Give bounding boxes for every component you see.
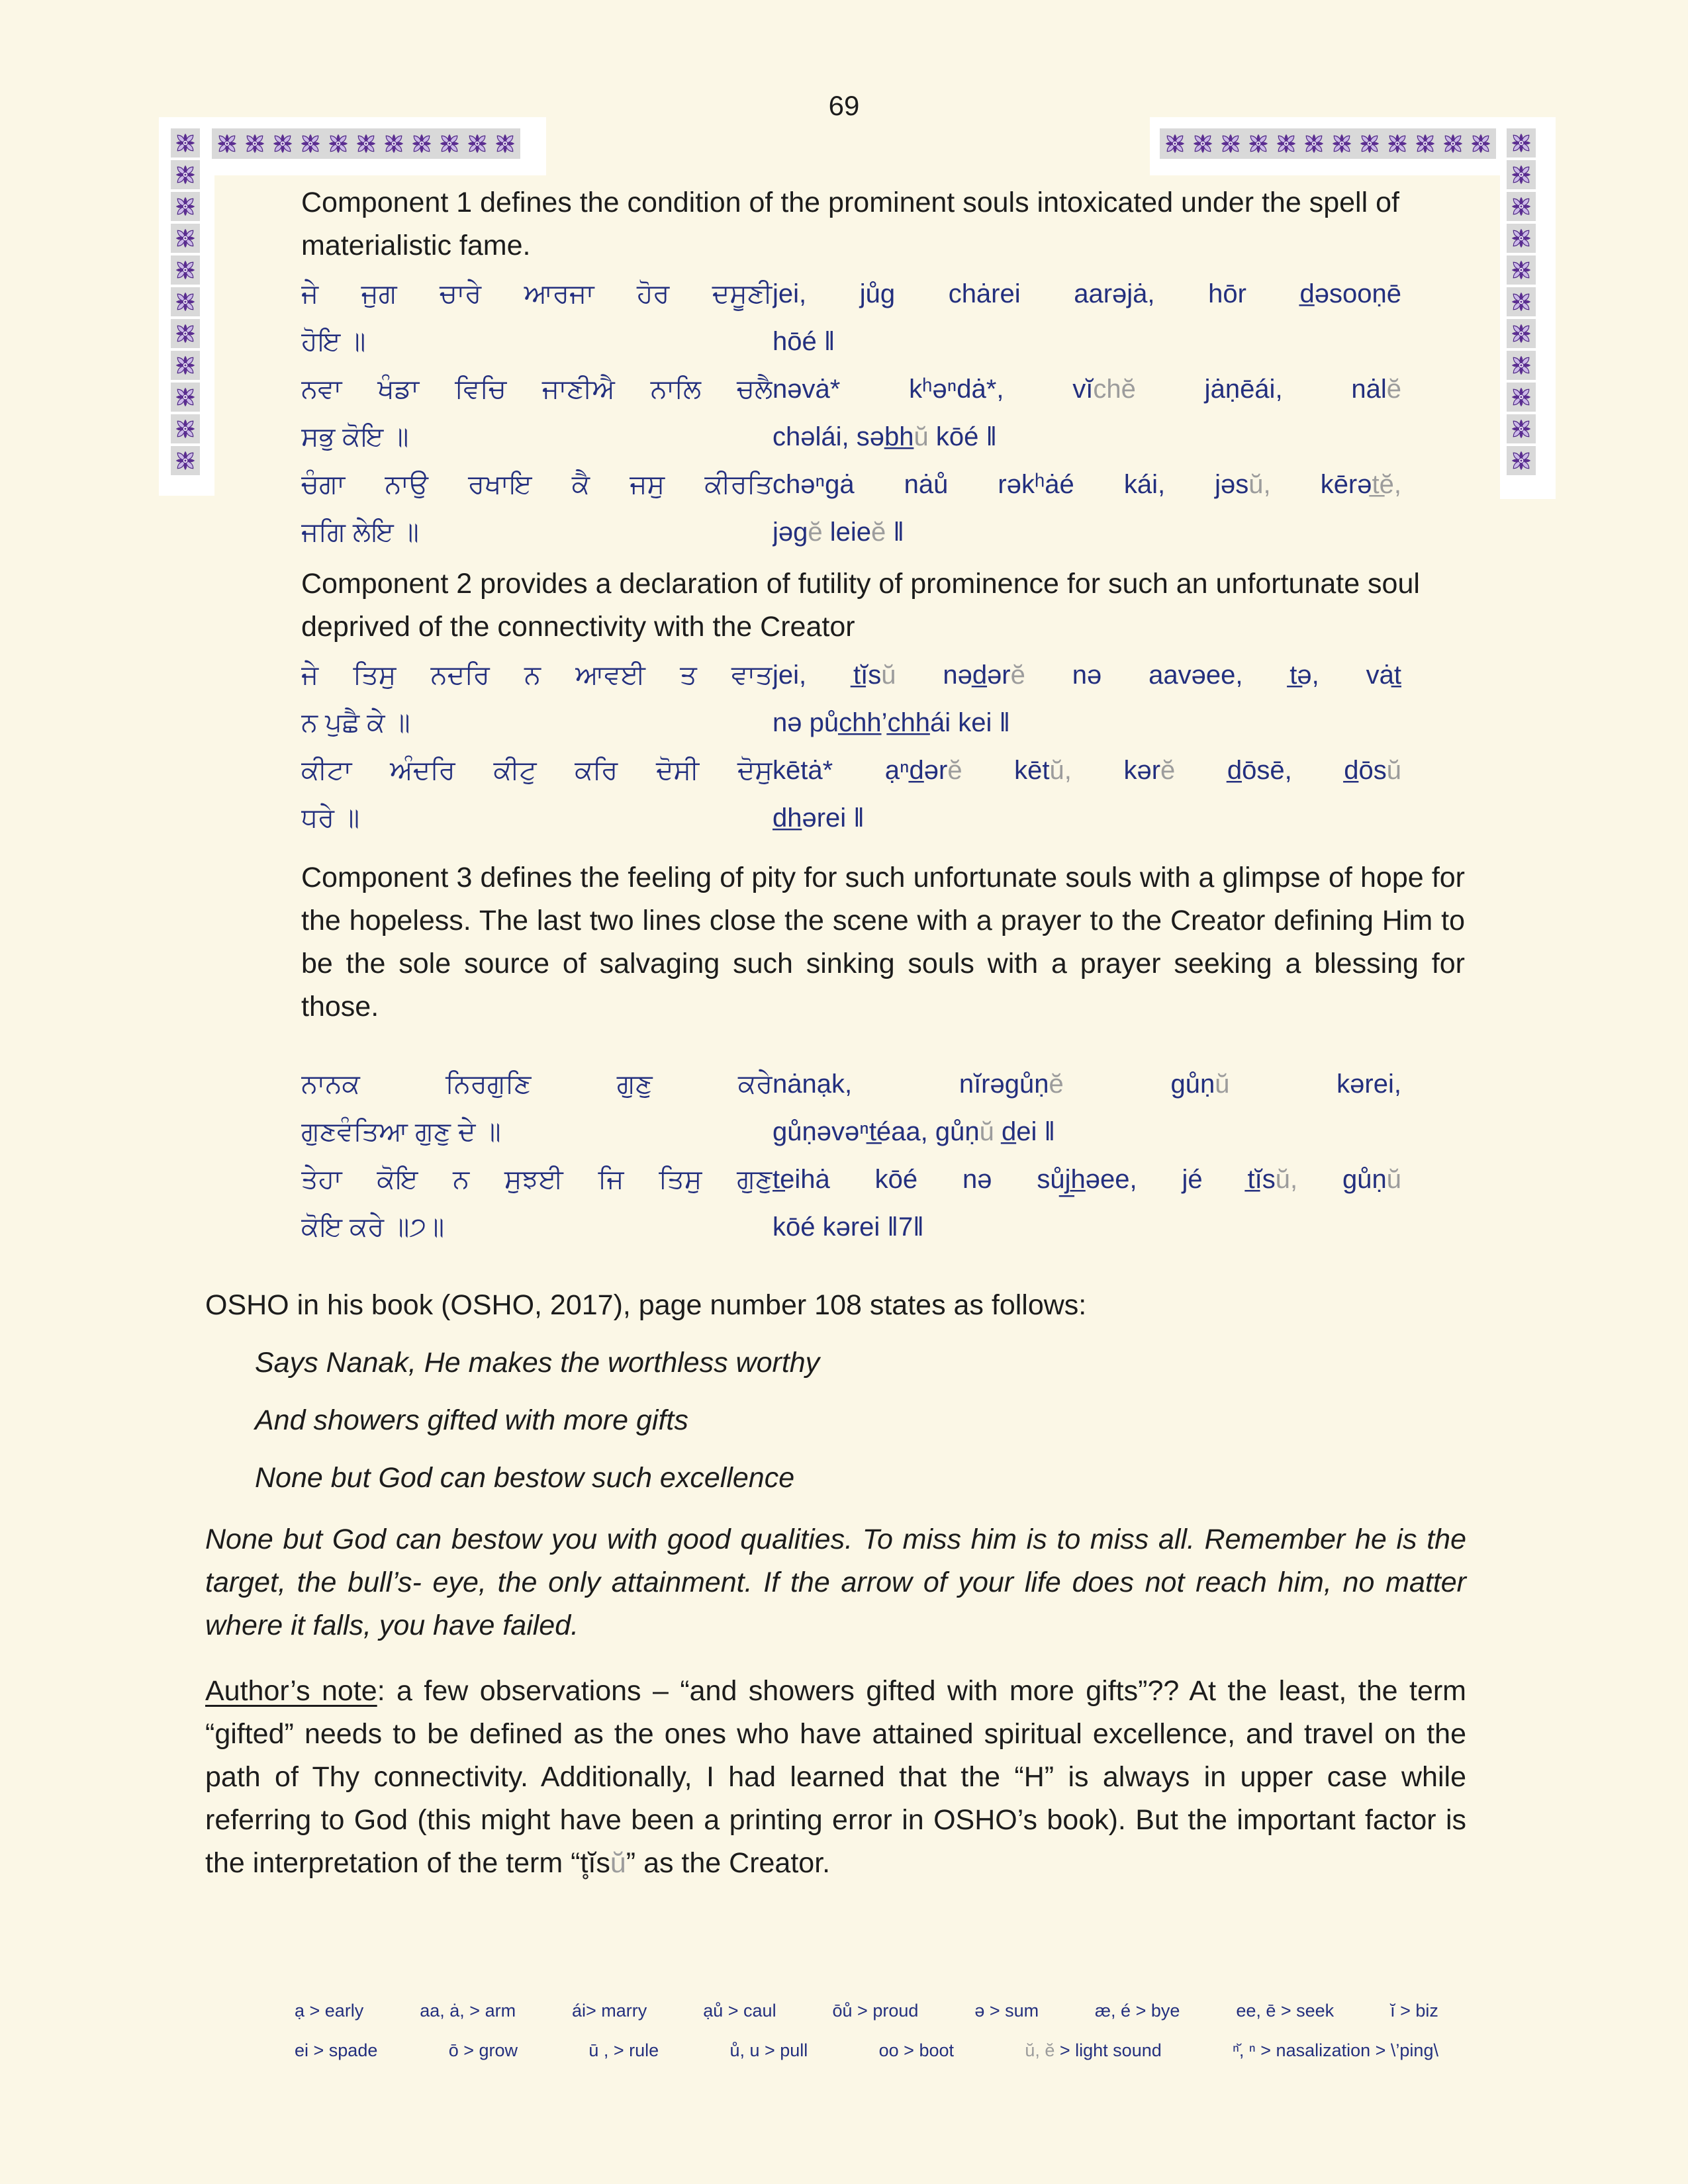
pronunciation-guide-item: ū , > rule <box>588 2040 659 2060</box>
flower-icon <box>1507 255 1536 285</box>
osho-quote-line: Says Nanak, He makes the worthless worthy <box>255 1347 820 1379</box>
component-1-paragraph: Component 1 defines the condition of the prominent souls intoxicated under the spell of materialistic fame. <box>301 187 1399 261</box>
verse-couplet <box>301 747 1401 842</box>
pronunciation-guide-item: ŭ, ĕ > light sound <box>1025 2040 1162 2060</box>
flower-icon <box>1217 130 1244 157</box>
gurmukhi-text: ਚੰਗਾ ਨਾਉ ਰਖਾਇ ਕੈ ਜਸੁ ਕੀਰਤਿ ਜਗਿ ਲੇਇ ॥ <box>301 470 773 547</box>
flower-icon <box>1507 351 1536 380</box>
flower-icon <box>1507 414 1536 443</box>
flower-icon <box>1507 128 1536 158</box>
flower-icon <box>1507 446 1536 475</box>
verse-block-3 <box>301 1060 1401 1251</box>
pronunciation-guide-row-1 <box>295 2000 1438 2021</box>
flower-icon <box>1507 319 1536 348</box>
ornament-border-left <box>171 128 200 475</box>
ornament-border-top-right <box>1160 128 1496 159</box>
flower-icon <box>297 130 324 157</box>
flower-icon <box>1507 383 1536 412</box>
verse-block-2 <box>301 651 1401 842</box>
flower-icon <box>325 130 352 157</box>
flower-icon <box>171 224 200 253</box>
gurmukhi-text: ਤੇਹਾ ਕੋਇ ਨ ਸੁਝਈ ਜਿ ਤਿਸੁ ਗੁਣੁ ਕੋਇ ਕਰੇ ॥੭॥ <box>301 1165 773 1242</box>
ornament-border-top-left <box>212 128 520 159</box>
pronunciation-guide-item: ạ > early <box>295 2001 364 2021</box>
ornament-border-right <box>1507 128 1536 475</box>
pronunciation-guide-row-2 <box>295 2040 1438 2061</box>
transliteration-text: chəⁿgȧ nȧů rəkʰȧé kái, jəsŭ, kērət̲ĕ, jəgĕ leieĕ ‖ <box>773 470 1401 547</box>
gurmukhi-text: ਨਵਾ ਖੰਡਾ ਵਿਚਿ ਜਾਣੀਐ ਨਾਲਿ ਚਲੈ ਸਭੁ ਕੋਇ ॥ <box>301 375 773 451</box>
flower-icon <box>1468 130 1494 157</box>
flower-icon <box>1162 130 1188 157</box>
flower-icon <box>1190 130 1216 157</box>
osho-italic-paragraph: None but God can bestow you with good qualities. To miss him is to miss all. Remember he is the target, the bull’s- eye, the only attainment. If the arrow of your life does not reach him, no matter where it falls, you have failed. <box>205 1524 1466 1641</box>
flower-icon <box>1329 130 1355 157</box>
flower-icon <box>1507 160 1536 189</box>
verse-couplet <box>301 1156 1401 1251</box>
author-note-paragraph: Author’s note: a few observations – “and showers gifted with more gifts”?? At the least, the term “gifted” needs to be defined as the ones who have attained spiritual excellence, and travel on the path of Thy connectivity. Additionally, I had learned that the “H” is always in upper case while referring to God (this might have been a printing error in OSHO’s book). But the important factor is the interpretation of the term “t̥ĭsŭ” as the Creator. <box>205 1675 1466 1879</box>
flower-icon <box>171 255 200 285</box>
pronunciation-guide-item: ə > sum <box>974 2001 1039 2021</box>
flower-icon <box>1507 192 1536 221</box>
osho-quote-line: None but God can bestow such excellence <box>255 1462 795 1494</box>
component-2-paragraph: Component 2 provides a declaration of futility of prominence for such an unfortunate soul deprived of the connectivity with the Creator <box>301 568 1420 643</box>
flower-icon <box>1507 224 1536 253</box>
pronunciation-guide-item: ái> marry <box>572 2001 647 2021</box>
pronunciation-guide-item: æ, é > bye <box>1095 2001 1180 2021</box>
flower-icon <box>171 128 200 158</box>
flower-icon <box>171 383 200 412</box>
transliteration-text: jei, jůg chȧrei aarəjȧ, hōr d̲əsooṇē hōé ‖ <box>773 279 1401 356</box>
osho-quote-block <box>205 1342 1466 1500</box>
pronunciation-guide-item: ů, u > pull <box>729 2040 808 2060</box>
flower-icon <box>464 130 491 157</box>
pronunciation-guide-item: ⁿ̆, ⁿ > nasalization > \’ping\ <box>1233 2040 1438 2060</box>
flower-icon <box>171 351 200 380</box>
transliteration-text: kētȧ* ạⁿd̲ərĕ kētŭ, kərĕ d̲ōsē, d̲ōsŭ d̲h̲ərei ‖ <box>773 756 1401 833</box>
flower-icon <box>1356 130 1383 157</box>
verse-couplet <box>301 365 1401 461</box>
flower-icon <box>436 130 463 157</box>
flower-icon <box>1412 130 1438 157</box>
verse-couplet <box>301 1060 1401 1156</box>
gurmukhi-text: ਨਾਨਕ ਨਿਰਗੁਣਿ ਗੁਣੁ ਕਰੇ ਗੁਣਵੰਤਿਆ ਗੁਣੁ ਦੇ ॥ <box>301 1069 773 1146</box>
verse-couplet <box>301 270 1401 365</box>
osho-quote-line: And showers gifted with more gifts <box>255 1404 688 1436</box>
flower-icon <box>1273 130 1299 157</box>
pronunciation-guide-item: aa, ȧ, > arm <box>420 2001 516 2021</box>
page-number: 69 <box>828 90 860 121</box>
gurmukhi-text: ਜੇ ਜੁਗ ਚਾਰੇ ਆਰਜਾ ਹੋਰ ਦਸੂਣੀ ਹੋਇ ॥ <box>301 279 773 356</box>
flower-icon <box>1245 130 1272 157</box>
pronunciation-guide-item: ōů > proud <box>832 2001 919 2021</box>
verse-couplet <box>301 461 1401 556</box>
transliteration-text: nəvȧ* kʰəⁿdȧ*, vĭchĕ jȧṇēái, nȧlĕ chəlái, səb̲h̲ŭ kōé ‖ <box>773 375 1401 451</box>
verse-couplet <box>301 651 1401 747</box>
gurmukhi-text: ਜੇ ਤਿਸੁ ਨਦਰਿ ਨ ਆਵਈ ਤ ਵਾਤ ਨ ਪੁਛੈ ਕੇ ॥ <box>301 660 773 737</box>
flower-icon <box>381 130 407 157</box>
flower-icon <box>171 319 200 348</box>
osho-intro-line: OSHO in his book (OSHO, 2017), page number 108 states as follows: <box>205 1289 1087 1321</box>
flower-icon <box>408 130 435 157</box>
flower-icon <box>171 287 200 316</box>
flower-icon <box>171 192 200 221</box>
transliteration-text: jei, t̲ĭsŭ nəd̲ərĕ nə aavəee, t̲ə, vȧt̲ nə půc̲h̲h̲’c̲h̲h̲ái kei ‖ <box>773 660 1401 737</box>
verse-block-1 <box>301 270 1401 556</box>
flower-icon <box>269 130 296 157</box>
page-content <box>205 173 1466 1885</box>
flower-icon <box>242 130 268 157</box>
gurmukhi-text: ਕੀਟਾ ਅੰਦਰਿ ਕੀਟੁ ਕਰਿ ਦੋਸੀ ਦੋਸੁ ਧਰੇ ॥ <box>301 756 773 833</box>
transliteration-text: nȧnạk, nĭrəgůṇĕ gůṇŭ kərei, gůṇəvəⁿt̲éaa, gůṇŭ d̲ei ‖ <box>773 1069 1401 1146</box>
pronunciation-guide-item: oo > boot <box>878 2040 954 2060</box>
pronunciation-guide-item: ạů > caul <box>703 2001 776 2021</box>
flower-icon <box>214 130 240 157</box>
flower-icon <box>171 414 200 443</box>
pronunciation-guide-item: ō > grow <box>448 2040 518 2060</box>
pronunciation-guide-item: ei > spade <box>295 2040 378 2060</box>
flower-icon <box>492 130 518 157</box>
pronunciation-guide-item: ee, ē > seek <box>1236 2001 1335 2021</box>
flower-icon <box>1301 130 1327 157</box>
transliteration-text: t̲eihȧ kōé nə sůj̲h̲əee, jé t̲ĭsŭ, gůṇŭ kōé kərei ‖7‖ <box>773 1165 1401 1242</box>
flower-icon <box>171 446 200 475</box>
flower-icon <box>1440 130 1466 157</box>
flower-icon <box>353 130 379 157</box>
flower-icon <box>1384 130 1411 157</box>
component-3-paragraph: Component 3 defines the feeling of pity for such unfortunate souls with a glimpse of hope for the hopeless. The last two lines close the scene with a prayer to the Creator defining Him to be the sole source of salvaging such sinking souls with a prayer seeking a blessing for those. <box>301 862 1465 1023</box>
pronunciation-guide-item: ĭ > biz <box>1390 2001 1438 2021</box>
flower-icon <box>171 160 200 189</box>
flower-icon <box>1507 287 1536 316</box>
